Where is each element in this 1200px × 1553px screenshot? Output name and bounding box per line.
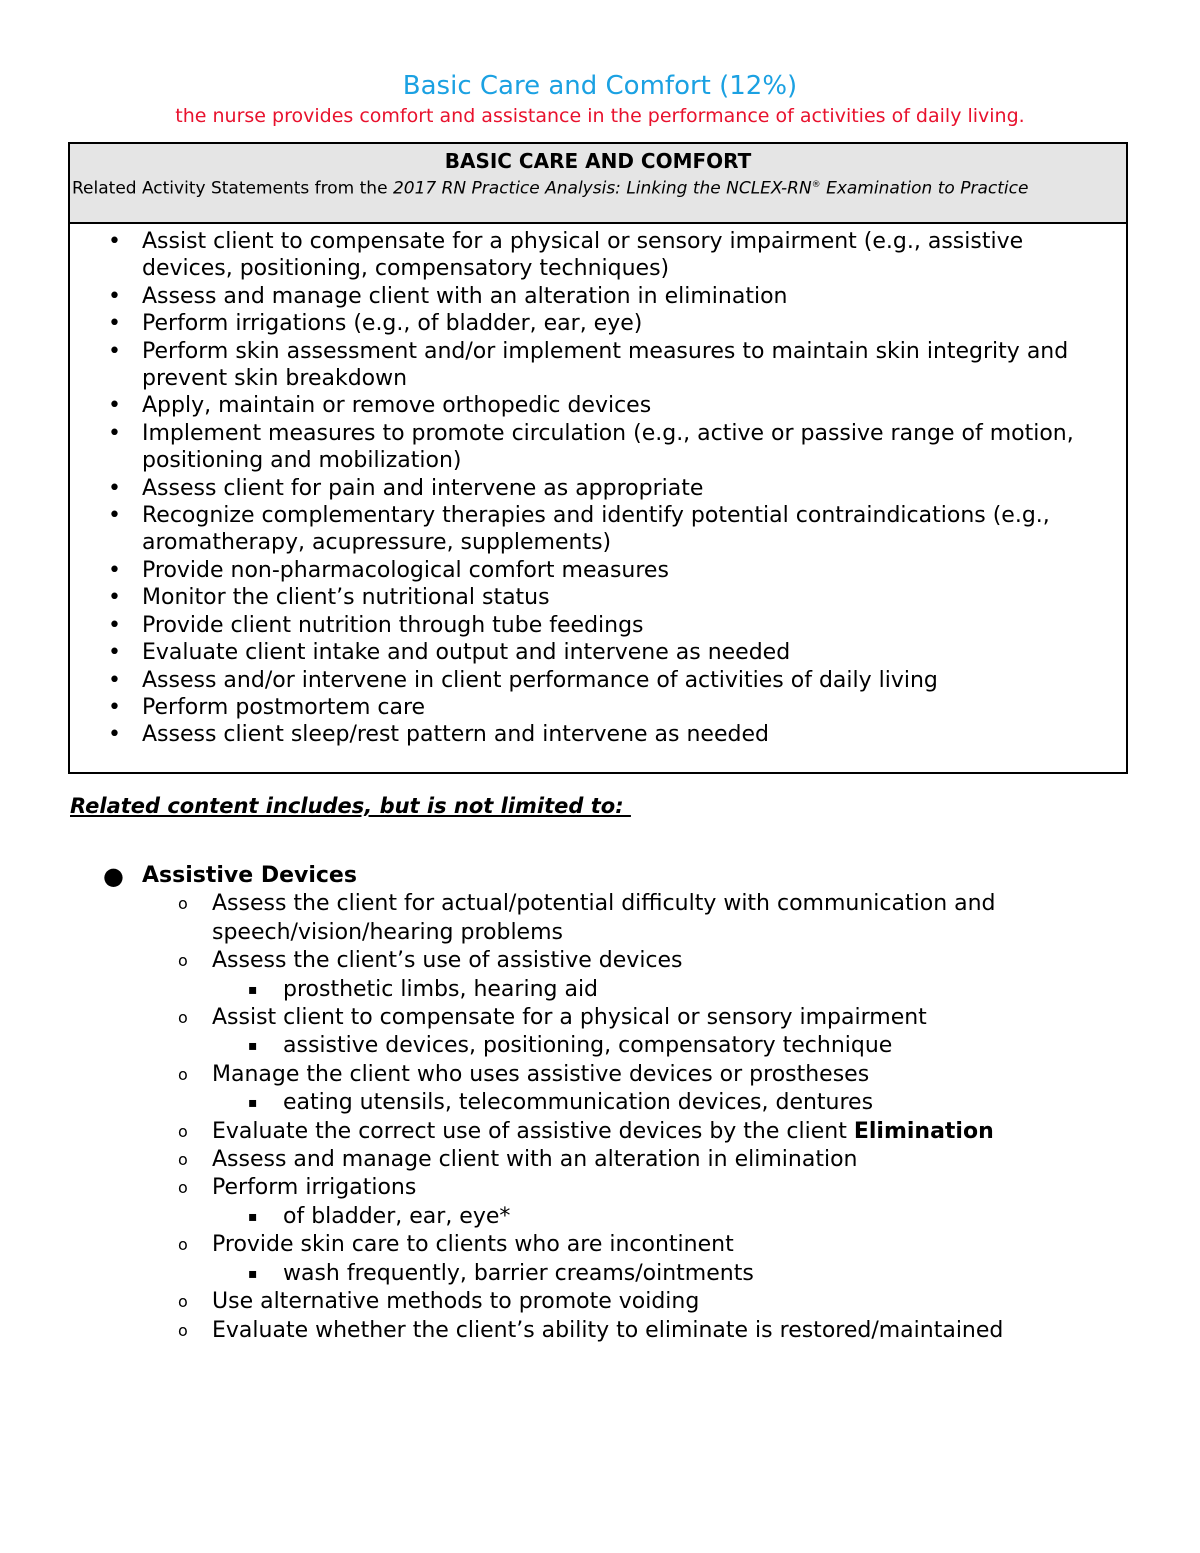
list-item: [70, 584, 1126, 611]
outline-item-text: Manage the client who uses assistive devices or prostheses: [212, 1061, 870, 1087]
circle-bullet-icon: o: [178, 1121, 188, 1141]
bullet-icon: •: [108, 722, 121, 748]
bullet-icon: •: [108, 420, 121, 446]
list-item-text: Provide client nutrition through tube feedings: [142, 612, 644, 638]
list-item-text: Apply, maintain or remove orthopedic devices: [142, 393, 652, 419]
list-item: [70, 283, 1126, 310]
outline-item: [0, 1317, 1200, 1345]
list-item: [70, 310, 1126, 337]
square-bullet-icon: ▪: [248, 1265, 258, 1282]
outline-subitem: [0, 1089, 1200, 1117]
bullet-icon: •: [108, 640, 121, 666]
bullet-icon: •: [108, 393, 121, 419]
page-subtitle: the nurse provides comfort and assistance in the performance of activities of daily living.: [175, 105, 1025, 127]
circle-bullet-icon: o: [178, 1150, 188, 1170]
outline-subitem-text: eating utensils, telecommunication devices, dentures: [283, 1090, 874, 1116]
outline-item-text: Assess the client’s use of assistive devices: [212, 948, 683, 974]
outline-item: [0, 1004, 1200, 1032]
table-heading: BASIC CARE AND COMFORT: [444, 149, 752, 173]
circle-bullet-icon: o: [178, 894, 188, 914]
outline-subitem-text: assistive devices, positioning, compensatory technique: [283, 1033, 893, 1059]
list-item-text: Assess and/or intervene in client performance of activities of daily living: [142, 667, 938, 693]
outline-item-text: Perform irrigations: [212, 1175, 417, 1201]
topic-row: [0, 862, 1200, 890]
square-bullet-icon: ▪: [248, 1208, 258, 1225]
circle-bullet-icon: o: [178, 1320, 188, 1340]
outline-item: [0, 1288, 1200, 1316]
bullet-icon: •: [108, 694, 121, 720]
bullet-icon: •: [108, 557, 121, 583]
outline-item-text: Provide skin care to clients who are incontinent: [212, 1232, 734, 1258]
table-sub-italic-end: Examination to Practice: [820, 178, 1029, 199]
outline-item: [0, 1061, 1200, 1089]
outline-item: [0, 1174, 1200, 1202]
list-item: [70, 228, 1126, 283]
table-header: [70, 144, 1126, 224]
outline-subitem-text: prosthetic limbs, hearing aid: [283, 976, 599, 1002]
square-bullet-icon: ▪: [248, 1038, 258, 1055]
list-item-text: Assess and manage client with an alteration in elimination: [142, 283, 788, 309]
bullet-icon: •: [108, 475, 121, 501]
circle-bullet-icon: o: [178, 1178, 188, 1198]
list-item: [70, 612, 1126, 639]
outline-item: [0, 947, 1200, 975]
outline-item: [0, 1146, 1200, 1174]
list-item: [70, 721, 1126, 748]
list-item: [70, 502, 1126, 557]
activity-table: [68, 142, 1128, 774]
outline-item: [0, 1118, 1200, 1146]
list-item-text: Evaluate client intake and output and intervene as needed: [142, 640, 791, 666]
outline-subitem: [0, 976, 1200, 1004]
list-item: [70, 557, 1126, 584]
outline-subitem-text: wash frequently, barrier creams/ointments: [283, 1260, 754, 1286]
circle-bullet-icon: o: [178, 951, 188, 971]
list-item: [70, 667, 1126, 694]
list-item: [70, 694, 1126, 721]
bullet-icon: •: [108, 283, 121, 309]
list-item-text: Assess client for pain and intervene as appropriate: [142, 475, 704, 501]
table-sub-prefix: Related Activity Statements from the: [72, 178, 393, 199]
list-item-text: Monitor the client’s nutritional status: [142, 585, 550, 611]
bullet-icon: •: [108, 612, 121, 638]
outline-subitem: [0, 1203, 1200, 1231]
list-item-text: Implement measures to promote circulation (e.g., active or passive range of motion,: [142, 420, 1074, 446]
list-item-text: Perform postmortem care: [142, 694, 426, 720]
registered-mark: ®: [811, 180, 821, 190]
list-item-text: Perform skin assessment and/or implement measures to maintain skin integrity and prevent skin breakdown: [142, 338, 1069, 392]
outline-subitem-text: of bladder, ear, eye*: [283, 1203, 511, 1229]
list-item: [70, 338, 1126, 393]
outline-item-text: Assist client to compensate for a physical or sensory impairment: [212, 1005, 927, 1031]
bullet-icon: •: [108, 338, 121, 364]
square-bullet-icon: ▪: [248, 981, 258, 998]
list-item-text: Assess client sleep/rest pattern and intervene as needed: [142, 722, 769, 748]
circle-bullet-icon: o: [178, 1008, 188, 1028]
outline-subitem: [0, 1260, 1200, 1288]
circle-bullet-icon: o: [178, 1235, 188, 1255]
section-label-elimination: Elimination: [853, 1118, 994, 1144]
activity-list: [70, 224, 1126, 749]
topic-title: Assistive Devices: [142, 863, 357, 888]
square-bullet-icon: ▪: [248, 1095, 258, 1112]
bullet-icon: •: [108, 229, 121, 254]
list-item: [70, 639, 1126, 666]
table-sub-italic: 2017 RN Practice Analysis: Linking the NCLEX-RN: [392, 178, 812, 199]
list-item-continuation: positioning and mobilization): [142, 448, 462, 474]
list-item: [70, 392, 1126, 419]
filled-bullet-icon: ●: [103, 862, 124, 890]
outline-subitem: [0, 1032, 1200, 1060]
outline-item: [0, 890, 1200, 947]
circle-bullet-icon: o: [178, 1292, 188, 1312]
related-content-heading: Related content includes, but is not limited to:: [70, 794, 631, 818]
outline-item-text: Assess and manage client with an alteration in elimination: [212, 1147, 858, 1173]
list-item-text: Perform irrigations (e.g., of bladder, ear, eye): [142, 311, 643, 337]
outline-item: [0, 1231, 1200, 1259]
list-item: [70, 420, 1126, 475]
outline-item-text: Assess the client for actual/potential difficulty with communication and speech/vision/hearing problems: [212, 891, 996, 945]
list-item-text: Provide non-pharmacological comfort measures: [142, 557, 669, 583]
bullet-icon: •: [108, 311, 121, 337]
content-outline: [0, 862, 1200, 1345]
outline-item-text: Evaluate the correct use of assistive devices by the client: [212, 1118, 854, 1144]
list-item-text: Recognize complementary therapies and identify potential contraindications (e.g., aromatherapy, acupressure, supplements): [142, 503, 1050, 556]
circle-bullet-icon: o: [178, 1064, 188, 1084]
bullet-icon: •: [108, 503, 121, 529]
list-item: [70, 475, 1126, 502]
bullet-icon: •: [108, 585, 121, 611]
outline-item-text: Use alternative methods to promote voiding: [212, 1289, 700, 1315]
bullet-icon: •: [108, 667, 121, 693]
page-title: Basic Care and Comfort (12%): [402, 71, 798, 101]
table-subheading: [72, 174, 1124, 200]
outline-item-text: Evaluate whether the client’s ability to eliminate is restored/maintained: [212, 1317, 1004, 1343]
list-item-text: Assist client to compensate for a physical or sensory impairment (e.g., assistive devices, positioning, compensatory techniques): [142, 229, 1024, 282]
